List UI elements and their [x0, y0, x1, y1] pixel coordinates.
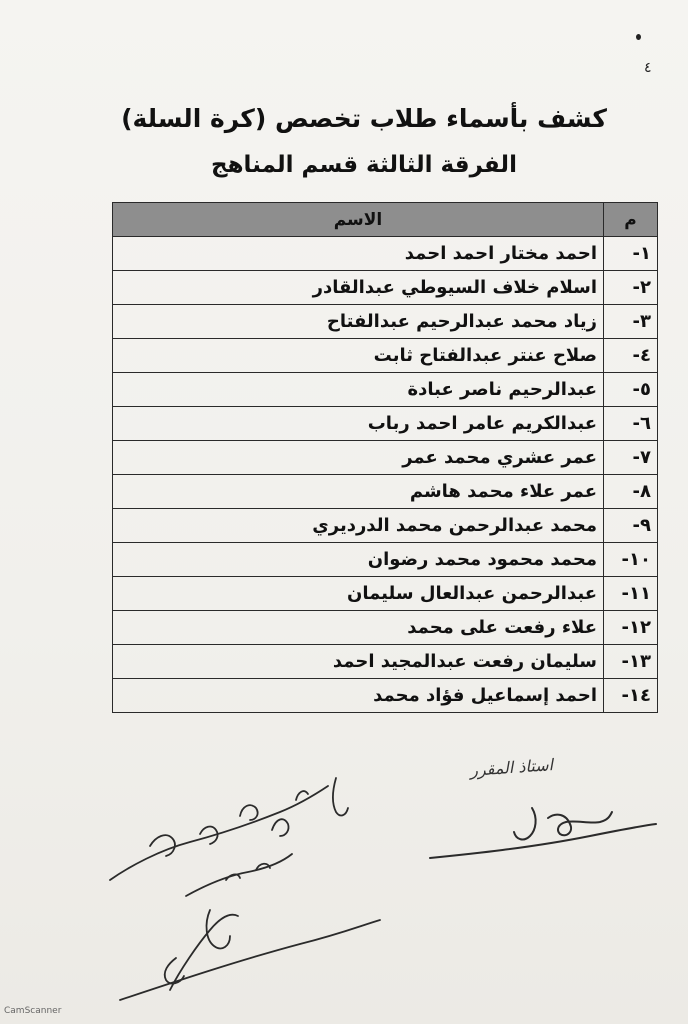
document-subtitle	[0, 152, 688, 178]
student-name: احمد إسماعيل فؤاد محمد	[113, 679, 604, 713]
instructor-signature	[430, 808, 656, 858]
document-title	[0, 104, 688, 133]
student-name: محمد عبدالرحمن محمد الدرديري	[113, 509, 604, 543]
student-name: احمد مختار احمد احمد	[113, 237, 604, 271]
table-row	[113, 645, 658, 679]
students-table	[112, 202, 658, 713]
student-name: عبدالرحمن عبدالعال سليمان	[113, 577, 604, 611]
table-header-row	[113, 203, 658, 237]
student-name: سليمان رفعت عبدالمجيد احمد	[113, 645, 604, 679]
table-row	[113, 339, 658, 373]
student-name: عمر علاء محمد هاشم	[113, 475, 604, 509]
subtitle-text: الفرقة الثالثة قسم المناهج	[211, 152, 517, 178]
table-row	[113, 373, 658, 407]
table-row	[113, 305, 658, 339]
row-number: ٧-	[604, 441, 658, 475]
row-number: ٥-	[604, 373, 658, 407]
row-number: ١-	[604, 237, 658, 271]
row-number: ٢-	[604, 271, 658, 305]
table-row	[113, 509, 658, 543]
row-number: ٣-	[604, 305, 658, 339]
row-number: ١١-	[604, 577, 658, 611]
row-number: ١٠-	[604, 543, 658, 577]
table-row	[113, 407, 658, 441]
student-name: اسلام خلاف السيوطي عبدالقادر	[113, 271, 604, 305]
row-number: ٦-	[604, 407, 658, 441]
student-name: محمد محمود محمد رضوان	[113, 543, 604, 577]
row-number: ١٢-	[604, 611, 658, 645]
instructor-signature-label: استاذ المقرر	[469, 755, 554, 780]
table-row	[113, 577, 658, 611]
table-row	[113, 271, 658, 305]
row-number: ٤-	[604, 339, 658, 373]
student-name: عبدالرحيم ناصر عبادة	[113, 373, 604, 407]
student-name: عبدالكريم عامر احمد رباب	[113, 407, 604, 441]
row-number: ١٣-	[604, 645, 658, 679]
column-header-name: الاسم	[113, 203, 604, 237]
table-row	[113, 543, 658, 577]
student-name: صلاح عنتر عبدالفتاح ثابت	[113, 339, 604, 373]
student-name: عمر عشري محمد عمر	[113, 441, 604, 475]
student-name: علاء رفعت على محمد	[113, 611, 604, 645]
row-number: ٩-	[604, 509, 658, 543]
title-text: كشف بأسماء طلاب تخصص (كرة السلة)	[121, 104, 607, 133]
table-row	[113, 611, 658, 645]
row-number: ٨-	[604, 475, 658, 509]
table-body	[113, 237, 658, 713]
column-header-number: م	[604, 203, 658, 237]
ink-dot	[636, 34, 641, 40]
left-signatures	[110, 778, 380, 1000]
table-row	[113, 441, 658, 475]
table-row	[113, 237, 658, 271]
student-name: زياد محمد عبدالرحيم عبدالفتاح	[113, 305, 604, 339]
table-row	[113, 475, 658, 509]
page-number: ٤	[644, 60, 652, 76]
table-row	[113, 679, 658, 713]
scanner-watermark: CamScanner	[4, 1006, 62, 1016]
row-number: ١٤-	[604, 679, 658, 713]
